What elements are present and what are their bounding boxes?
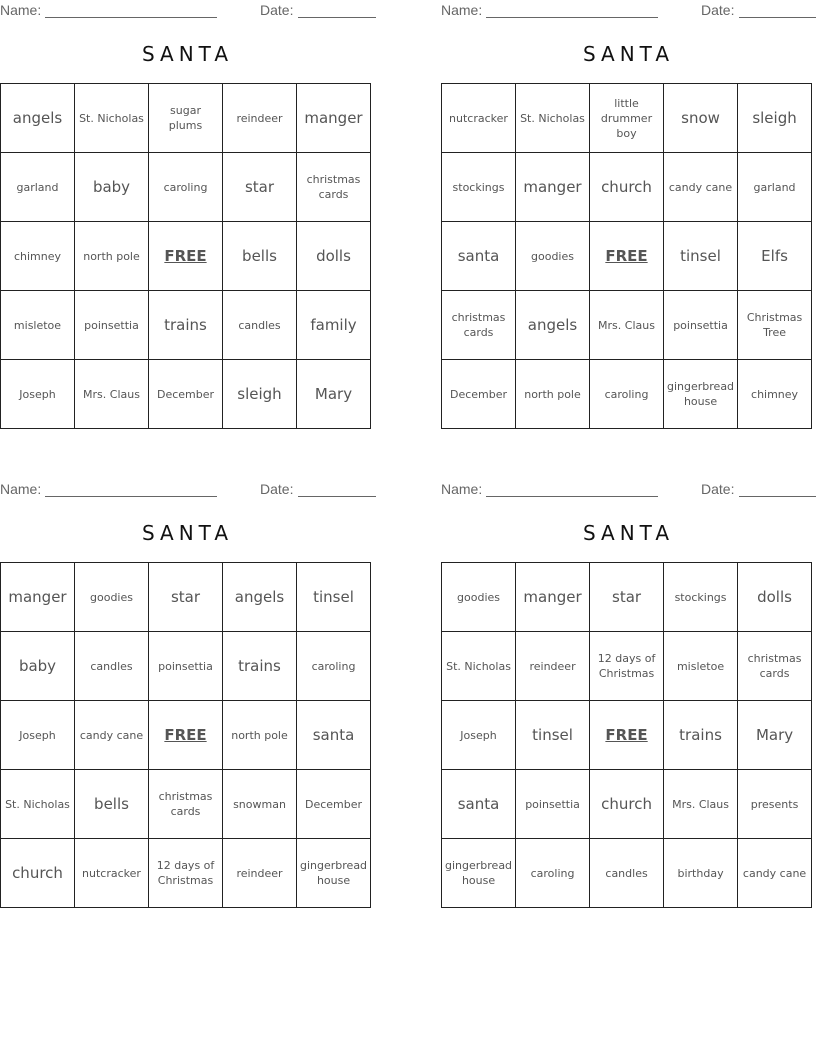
bingo-cell: reindeer: [223, 84, 297, 153]
bingo-cell: trains: [223, 632, 297, 701]
bingo-cell: bells: [223, 222, 297, 291]
bingo-cell: sleigh: [738, 84, 812, 153]
bingo-row: [1, 632, 371, 701]
date-line: [739, 496, 816, 497]
bingo-cell: chimney: [1, 222, 75, 291]
bingo-cell: gingerbread house: [664, 360, 738, 429]
card-title: SANTA: [141, 42, 234, 66]
bingo-cell: family: [297, 291, 371, 360]
bingo-cell: tinsel: [516, 701, 590, 770]
bingo-row: [442, 84, 812, 153]
bingo-cell: candy cane: [738, 839, 812, 908]
date-label: Date:: [260, 481, 294, 497]
bingo-row: [1, 839, 371, 908]
card-title: SANTA: [141, 521, 234, 545]
bingo-cell: trains: [664, 701, 738, 770]
bingo-cell: candles: [223, 291, 297, 360]
bingo-row: [442, 632, 812, 701]
bingo-cell: candy cane: [664, 153, 738, 222]
bingo-row: [442, 563, 812, 632]
bingo-cell: gingerbread house: [297, 839, 371, 908]
free-space: FREE: [590, 222, 664, 291]
bingo-row: [1, 153, 371, 222]
bingo-cell: goodies: [516, 222, 590, 291]
name-line: [486, 496, 658, 497]
bingo-cell: garland: [738, 153, 812, 222]
bingo-cell: presents: [738, 770, 812, 839]
bingo-cell: caroling: [297, 632, 371, 701]
bingo-cell: candles: [75, 632, 149, 701]
bingo-row: [1, 770, 371, 839]
bingo-row: [442, 291, 812, 360]
date-line: [739, 17, 816, 18]
bingo-row: [1, 291, 371, 360]
name-date-row: [0, 481, 380, 499]
name-label: Name:: [0, 2, 42, 18]
bingo-cell: St. Nicholas: [442, 632, 516, 701]
bingo-cell: angels: [516, 291, 590, 360]
name-date-row: [441, 2, 816, 20]
bingo-cell: tinsel: [297, 563, 371, 632]
bingo-cell: angels: [1, 84, 75, 153]
bingo-row: [442, 360, 812, 429]
bingo-cell: caroling: [590, 360, 664, 429]
bingo-row: [442, 839, 812, 908]
bingo-cell: little drummer boy: [590, 84, 664, 153]
bingo-cell: gingerbread house: [442, 839, 516, 908]
bingo-cell: star: [223, 153, 297, 222]
bingo-cell: Joseph: [442, 701, 516, 770]
bingo-cell: christmas cards: [149, 770, 223, 839]
bingo-row: [442, 222, 812, 291]
bingo-cell: north pole: [75, 222, 149, 291]
bingo-cell: Christmas Tree: [738, 291, 812, 360]
bingo-cell: star: [149, 563, 223, 632]
bingo-grid: [441, 83, 812, 429]
name-label: Name:: [441, 2, 483, 18]
bingo-row: [1, 360, 371, 429]
bingo-cell: Mrs. Claus: [590, 291, 664, 360]
bingo-cell: reindeer: [223, 839, 297, 908]
bingo-cell: manger: [297, 84, 371, 153]
date-label: Date:: [260, 2, 294, 18]
bingo-cell: misletoe: [664, 632, 738, 701]
bingo-cell: birthday: [664, 839, 738, 908]
bingo-cell: candy cane: [75, 701, 149, 770]
bingo-cell: St. Nicholas: [75, 84, 149, 153]
bingo-cell: caroling: [516, 839, 590, 908]
bingo-cell: sleigh: [223, 360, 297, 429]
bingo-cell: christmas cards: [297, 153, 371, 222]
bingo-cell: dolls: [297, 222, 371, 291]
bingo-cell: angels: [223, 563, 297, 632]
bingo-row: [1, 222, 371, 291]
card-title: SANTA: [582, 521, 675, 545]
bingo-cell: church: [590, 770, 664, 839]
bingo-cell: manger: [516, 153, 590, 222]
bingo-cell: poinsettia: [149, 632, 223, 701]
bingo-cell: nutcracker: [442, 84, 516, 153]
bingo-cell: baby: [75, 153, 149, 222]
date-label: Date:: [701, 2, 735, 18]
name-line: [45, 496, 217, 497]
bingo-cell: goodies: [75, 563, 149, 632]
bingo-cell: Mary: [738, 701, 812, 770]
bingo-row: [1, 563, 371, 632]
bingo-cell: bells: [75, 770, 149, 839]
bingo-cell: north pole: [516, 360, 590, 429]
bingo-cell: December: [442, 360, 516, 429]
bingo-cell: church: [590, 153, 664, 222]
bingo-cell: 12 days of Christmas: [149, 839, 223, 908]
bingo-cell: caroling: [149, 153, 223, 222]
bingo-cell: goodies: [442, 563, 516, 632]
name-date-row: [441, 481, 816, 499]
bingo-cell: tinsel: [664, 222, 738, 291]
bingo-cell: santa: [297, 701, 371, 770]
bingo-cell: 12 days of Christmas: [590, 632, 664, 701]
bingo-cell: christmas cards: [738, 632, 812, 701]
bingo-cell: stockings: [442, 153, 516, 222]
bingo-cell: St. Nicholas: [1, 770, 75, 839]
bingo-cell: santa: [442, 770, 516, 839]
name-label: Name:: [441, 481, 483, 497]
bingo-grid: [0, 562, 371, 908]
bingo-row: [1, 84, 371, 153]
bingo-cell: chimney: [738, 360, 812, 429]
bingo-cell: Mary: [297, 360, 371, 429]
name-line: [486, 17, 658, 18]
bingo-cell: Joseph: [1, 360, 75, 429]
bingo-cell: snowman: [223, 770, 297, 839]
bingo-grid: [441, 562, 812, 908]
bingo-row: [1, 701, 371, 770]
bingo-grid: [0, 83, 371, 429]
name-line: [45, 17, 217, 18]
free-space: FREE: [590, 701, 664, 770]
bingo-row: [442, 153, 812, 222]
bingo-row: [442, 770, 812, 839]
name-label: Name:: [0, 481, 42, 497]
bingo-cell: garland: [1, 153, 75, 222]
bingo-cell: star: [590, 563, 664, 632]
bingo-cell: Elfs: [738, 222, 812, 291]
bingo-cell: December: [149, 360, 223, 429]
free-space: FREE: [149, 222, 223, 291]
bingo-cell: trains: [149, 291, 223, 360]
bingo-cell: dolls: [738, 563, 812, 632]
bingo-cell: stockings: [664, 563, 738, 632]
bingo-cell: baby: [1, 632, 75, 701]
bingo-cell: December: [297, 770, 371, 839]
date-line: [298, 496, 376, 497]
bingo-cell: church: [1, 839, 75, 908]
bingo-cell: poinsettia: [664, 291, 738, 360]
bingo-cell: santa: [442, 222, 516, 291]
bingo-cell: poinsettia: [516, 770, 590, 839]
bingo-cell: snow: [664, 84, 738, 153]
bingo-cell: poinsettia: [75, 291, 149, 360]
bingo-cell: misletoe: [1, 291, 75, 360]
bingo-cell: candles: [590, 839, 664, 908]
bingo-cell: north pole: [223, 701, 297, 770]
date-line: [298, 17, 376, 18]
bingo-cell: reindeer: [516, 632, 590, 701]
bingo-cell: Joseph: [1, 701, 75, 770]
free-space: FREE: [149, 701, 223, 770]
bingo-cell: St. Nicholas: [516, 84, 590, 153]
bingo-cell: sugar plums: [149, 84, 223, 153]
bingo-cell: Mrs. Claus: [664, 770, 738, 839]
card-title: SANTA: [582, 42, 675, 66]
bingo-cell: Mrs. Claus: [75, 360, 149, 429]
bingo-cell: christmas cards: [442, 291, 516, 360]
date-label: Date:: [701, 481, 735, 497]
bingo-cell: manger: [1, 563, 75, 632]
bingo-cell: nutcracker: [75, 839, 149, 908]
bingo-row: [442, 701, 812, 770]
bingo-cell: manger: [516, 563, 590, 632]
name-date-row: [0, 2, 380, 20]
